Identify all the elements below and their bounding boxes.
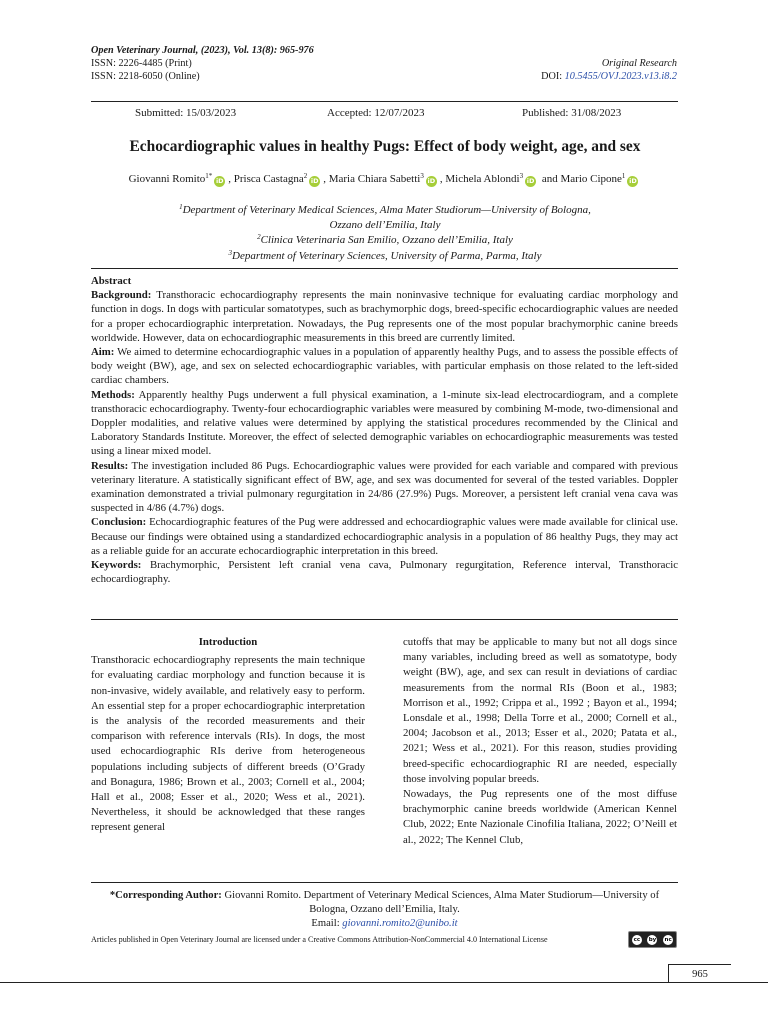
article-meta	[541, 57, 677, 83]
abstract-background: Background: Transthoracic echocardiography represents the main noninvasive technique for evaluating cardiac morphology and function in dogs. In dogs with particular somatotypes, such as brachymorphic dogs, breed-specific echocardiographic values are needed for a proper echocardiographic interpretation. Nowadays, the Pug represents one of the most popular brachymorphic canine breeds worldwide. However, data on echocardiographic measurements in this breed are currently limited.	[91, 289, 678, 344]
affiliation-line	[110, 218, 660, 233]
journal-header	[91, 44, 314, 83]
introduction-heading: Introduction	[198, 636, 258, 648]
doi-label: DOI:	[541, 71, 563, 82]
affiliation-text: Ozzano dell’Emilia, Italy	[329, 219, 441, 232]
author-name: Maria Chiara Sabetti	[328, 173, 421, 185]
author-name: Michela Ablondi	[445, 173, 520, 185]
page-number: 965	[668, 964, 731, 983]
author-affiliation-mark: 2	[303, 172, 308, 180]
affiliation-text: Department of Veterinary Medical Sciences, Alma Mater Studiorum—University of Bologna,	[182, 204, 591, 216]
submitted-date: Submitted: 15/03/2023	[135, 107, 237, 119]
corresponding-author	[91, 889, 678, 931]
noncommercial-icon: nc	[664, 936, 672, 943]
attribution-icon: by	[648, 936, 657, 943]
intro-paragraph-1: Transthoracic echocardiography represents the main technique for evaluating cardiac morphology and function because it is non-invasive, widely available, and relatively easy to perform. An essential step for a proper echocardiographic interpretation is the analysis of the recorded measurements and their comparison with reference intervals (RIs). In dogs, the most used echocardiographic RIs derive from heterogeneous populations including subjects of different breeds (O’Grady and Bonagura, 1986; Brown et al., 2003; Cornell et al., 2004; Hall et al., 2008; Esser et al., 2020; Wess et al., 2021). Nevertheless, it should be acknowledged that these ranges represent general	[91, 654, 365, 834]
accepted-date: Accepted: 12/07/2023	[327, 107, 425, 119]
intro-paragraph-2: cutoffs that may be applicable to many but not all dogs since many variables, including breed as well as somatotype, body weight (BW), age, and sex can result in deviations of cardiac measurements from the normal RIs (Boon et al., 1983; Morrison et al., 1992; Crippa et al., 1992 ; Bayon et al., 1994; Lonsdale et al., 1998; Della Torre et al., 2000; Cornell et al., 2004; Jacobson et al., 2013; Esser et al., 2020; Patata et al., 2021; Wess et al., 2021). For this reason, studies providing breed-specific echocardiographic RI are needed, especially those involving popular breeds.	[403, 636, 677, 785]
author-name: Giovanni Romito	[128, 173, 206, 185]
author	[561, 173, 642, 185]
cc-icon: cc	[633, 936, 641, 943]
journal-volume: (2023), Vol. 13(8): 965-976	[200, 45, 314, 56]
cc-license-badge[interactable]	[628, 931, 677, 948]
author-separator: and	[539, 173, 558, 185]
author-list	[60, 173, 710, 187]
corr-label: *Corresponding Author:	[109, 890, 222, 901]
orcid-icon[interactable]: iD	[526, 177, 535, 185]
author	[329, 173, 443, 185]
abstract-conclusion: Conclusion: Echocardiographic features of the Pug were addressed and echocardiographic values were made available for clinical use. Because our findings were obtained using a standardized echocardiographic analysis in a population of 86 healthy Pugs, they may act as a reliable guide for an accurate echocardiographic interpretation in this breed.	[91, 516, 679, 557]
paper-title: Echocardiographic values in healthy Pugs: Effect of body weight, age, and sex	[129, 138, 641, 155]
orcid-icon[interactable]: iD	[427, 177, 436, 185]
affiliation-number: 2	[257, 233, 261, 242]
author-affiliation-mark: 1*	[205, 172, 213, 180]
abstract	[91, 274, 678, 586]
doi	[541, 70, 677, 83]
author-name: Mario Cipone	[560, 173, 622, 185]
affiliation-number: 3	[228, 248, 233, 257]
orcid-icon[interactable]: iD	[629, 177, 637, 185]
abstract-bottom-divider	[91, 619, 678, 620]
header-divider	[91, 101, 678, 102]
intro-right-column	[403, 635, 677, 848]
doi-link[interactable]: 10.5455/OVJ.2023.v13.i8.2	[564, 71, 677, 82]
intro-left-column	[91, 635, 365, 836]
abstract-top-divider	[91, 268, 678, 269]
corr-text: Giovanni Romito. Department of Veterinary Medical Sciences, Alma Mater Studiorum—University of Bologna, Ozzano dell’Emilia, Italy.	[224, 890, 660, 915]
issn-online: ISSN: 2218-6050 (Online)	[91, 71, 200, 82]
email-link[interactable]: giovanni.romito2@unibo.it	[342, 918, 458, 929]
affiliation-line	[110, 249, 660, 264]
abstract-keywords: Keywords: Brachymorphic, Persistent left cranial vena cava, Pulmonary regurgitation, Reference interval, Transthoracic echocardiography.	[91, 559, 678, 586]
author-affiliation-mark: 3	[420, 172, 424, 180]
author-separator: ,	[439, 173, 443, 185]
author-separator: ,	[323, 173, 326, 185]
abstract-heading: Abstract	[91, 275, 132, 287]
author	[129, 173, 231, 185]
intro-paragraph-3: Nowadays, the Pug represents one of the most diffuse brachymorphic canine breeds worldwide (American Kennel Club, 2022; Ente Nazionale Cinofilia Italiana, 2022; O’Neill et al., 2022; The Kennel Club,	[403, 788, 677, 846]
affiliation-number: 1	[179, 203, 183, 211]
author	[445, 173, 557, 185]
author	[234, 173, 326, 185]
affiliation-text: Department of Veterinary Sciences, University of Parma, Parma, Italy	[232, 249, 542, 262]
affiliation-line	[110, 233, 660, 248]
license-text: Articles published in Open Veterinary Journal are licensed under a Creative Commons Attribution-NonCommercial 4.0 International License	[91, 935, 548, 944]
email-label: Email:	[311, 918, 340, 929]
footer-divider	[91, 882, 678, 883]
author-affiliation-mark: 3	[519, 172, 524, 180]
abstract-results: Results: The investigation included 86 Pugs. Echocardiographic values were provided for each variable and compared with previous veterinary literature. A statistically significant effect of BW, age, and sex was documented for several of the tested variables. Doppler examination demonstrated a trivial pulmonary regurgitation in 24/86 (27.9%) Pugs. Moreover, a persistent left cranial vena cava was suspected in 4/86 (4.7%) dogs.	[91, 459, 678, 515]
page-bottom-rule	[0, 982, 768, 983]
article-type: Original Research	[601, 58, 677, 69]
author-separator: ,	[228, 173, 232, 185]
issn-print: ISSN: 2226-4485 (Print)	[91, 58, 192, 69]
author-affiliation-mark: 1	[621, 172, 626, 180]
affiliations	[110, 203, 660, 264]
affiliation-text: Clinica Veterinaria San Emilio, Ozzano dell’Emilia, Italy	[260, 234, 513, 247]
published-date: Published: 31/08/2023	[522, 107, 622, 119]
orcid-icon[interactable]: iD	[215, 177, 224, 185]
affiliation-line	[110, 203, 660, 218]
orcid-icon[interactable]: iD	[310, 177, 319, 185]
author-name: Prisca Castagna	[233, 173, 304, 185]
journal-name: Open Veterinary Journal,	[91, 45, 199, 56]
journal-citation	[91, 44, 314, 57]
abstract-aim: Aim: We aimed to determine echocardiographic values in a population of apparently healthy Pugs, and to assess the possible effects of body weight (BW), age, and sex on selected echocardiographic variables, with particular emphasis on those related to the left-sided cardiac chambers.	[91, 346, 678, 387]
abstract-methods: Methods: Apparently healthy Pugs underwent a full physical examination, a 1-minute six-lead electrocardiogram, and a complete transthoracic echocardiography. Twenty-four echocardiographic variables were measured by combining M-mode, two-dimensional and Doppler modalities, and relative values were determined by applying the statistical procedures recommended by the Clinical and Laboratory Standards Institute. Moreover, the effect of selected demographic variables on echocardiographic measurements was tested using a linear mixed model.	[91, 388, 678, 458]
